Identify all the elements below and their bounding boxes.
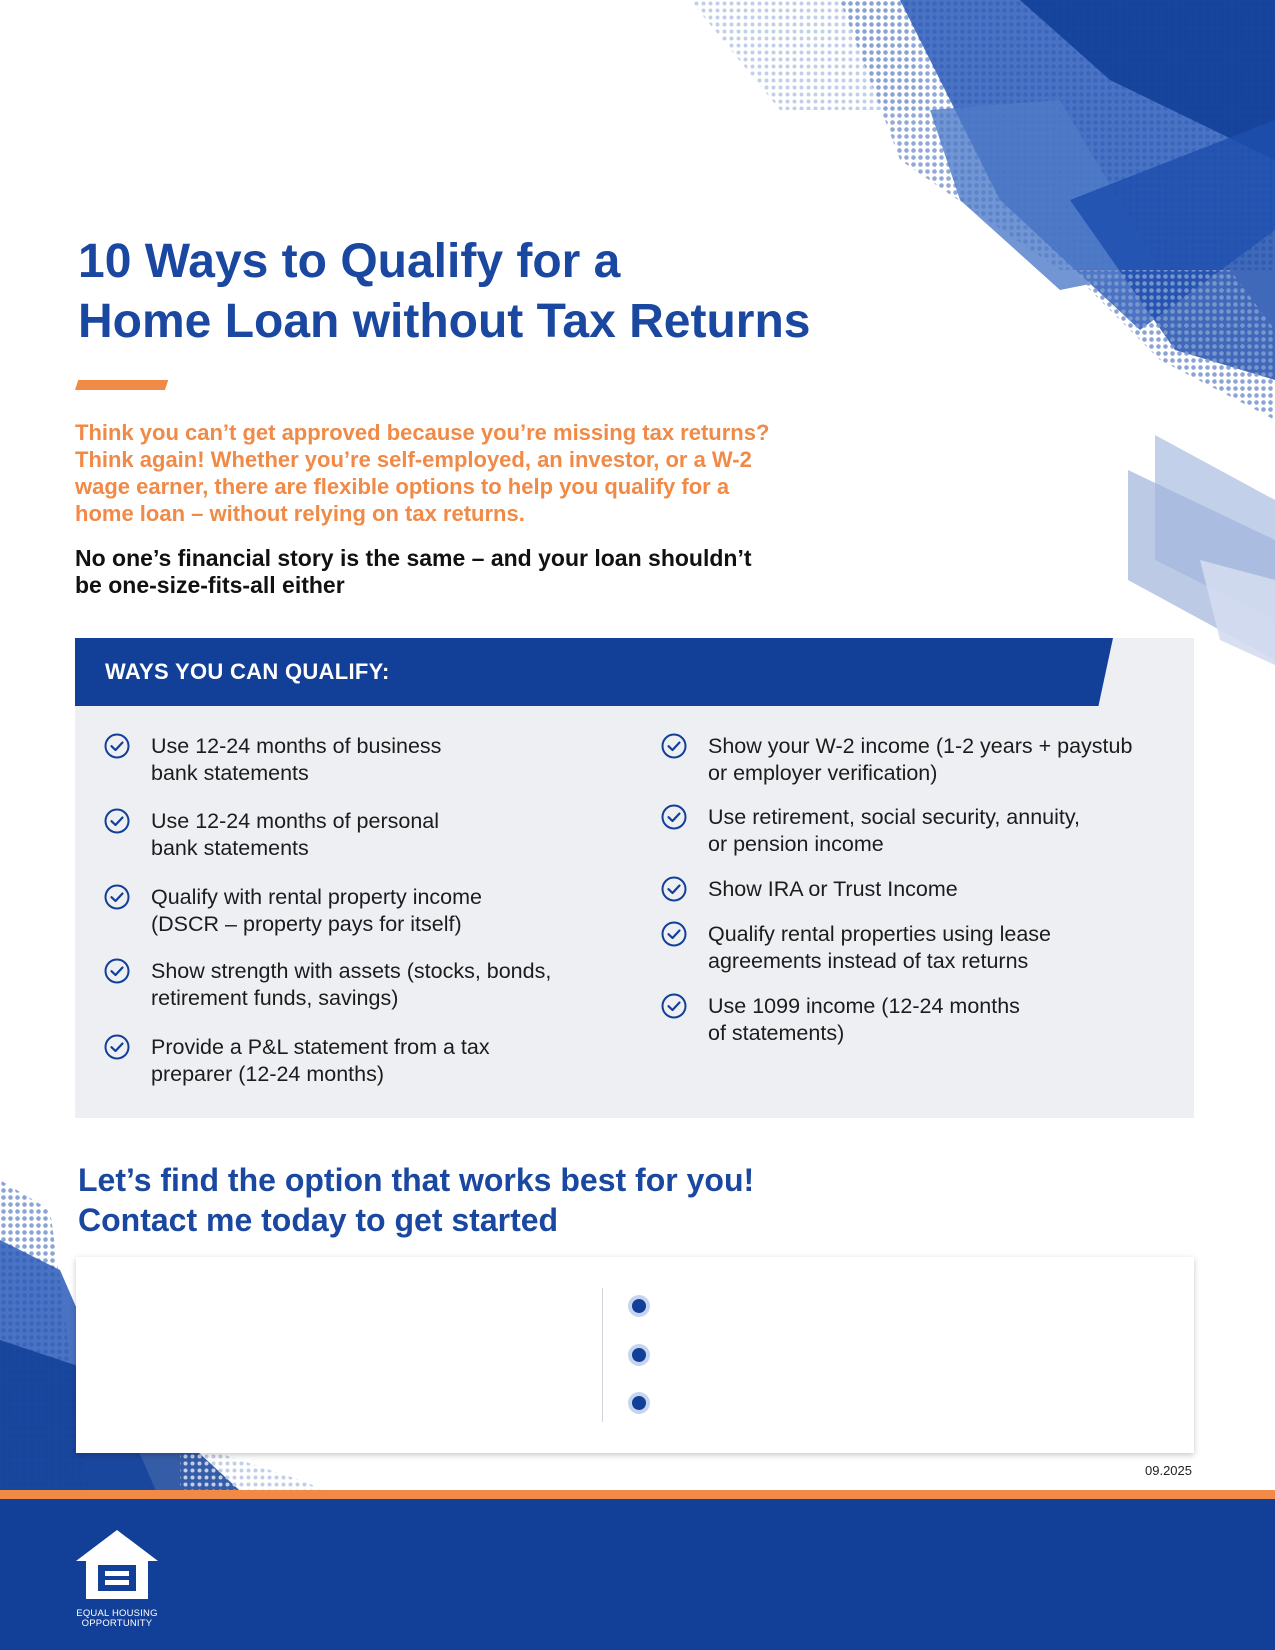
intro-line-3: wage earner, there are flexible options to help you qualify for a [75, 474, 730, 499]
check-circle-icon [104, 958, 130, 984]
qualify-item-line: of statements) [708, 1021, 845, 1045]
qualify-item-line: retirement funds, savings) [151, 986, 399, 1010]
lead-line-2: be one-size-fits-all either [75, 572, 345, 598]
qualify-item [661, 876, 1181, 903]
lead-line-1: No one’s financial story is the same – and your loan shouldn’t [75, 545, 752, 571]
lead-paragraph [75, 545, 855, 599]
qualify-item-line: Qualify with rental property income [151, 885, 483, 909]
cta-line-2: Contact me today to get started [78, 1202, 559, 1238]
qualify-item-line: Use 12-24 months of business [151, 734, 442, 758]
equal-housing-opportunity-logo [74, 1527, 160, 1629]
qualify-item-line: bank statements [151, 761, 309, 785]
intro-line-2: Think again! Whether you’re self-employed, an investor, or a W-2 [75, 447, 752, 472]
check-circle-icon [661, 876, 687, 902]
eho-line-1: EQUAL HOUSING [76, 1608, 158, 1619]
qualify-item-line: preparer (12-24 months) [151, 1062, 385, 1086]
check-circle-icon [104, 1034, 130, 1060]
intro-line-4: home loan – without relying on tax returns. [75, 501, 525, 526]
intro-line-1: Think you can’t get approved because you’re missing tax returns? [75, 420, 770, 445]
eho-line-2: OPPORTUNITY [81, 1618, 153, 1629]
qualify-item-line: bank statements [151, 836, 309, 860]
qualify-item [104, 958, 584, 1012]
title-line-1: 10 Ways to Qualify for a [78, 235, 621, 288]
title-line-2: Home Loan without Tax Returns [78, 295, 811, 348]
qualify-item-line: Qualify rental properties using lease [708, 922, 1051, 946]
qualify-item [661, 804, 1181, 858]
check-circle-icon [104, 808, 130, 834]
qualify-item-line: Show strength with assets (stocks, bonds, [151, 959, 552, 983]
qualify-heading: WAYS YOU CAN QUALIFY: [105, 659, 390, 684]
qualify-item [104, 1034, 584, 1088]
contact-bullet-icon [632, 1348, 646, 1362]
check-circle-icon [661, 804, 687, 830]
page-title [78, 232, 878, 352]
qualify-item-line: Show IRA or Trust Income [708, 877, 958, 901]
check-circle-icon [104, 884, 130, 910]
date-code: 09.2025 [1145, 1463, 1192, 1478]
cta-line-1: Let’s find the option that works best for you! [78, 1162, 755, 1198]
qualify-item-line: Use 1099 income (12-24 months [708, 994, 1020, 1018]
qualify-item [661, 921, 1181, 975]
qualify-item [104, 733, 584, 787]
qualify-item-line: Show your W-2 income (1-2 years + paystub [708, 734, 1133, 758]
contact-bullet-icon [632, 1396, 646, 1410]
qualify-item [104, 808, 584, 862]
check-circle-icon [661, 921, 687, 947]
qualify-item [661, 993, 1181, 1047]
footer-accent-stripe [0, 1490, 1275, 1499]
qualify-item [104, 884, 584, 938]
house-icon [74, 1527, 160, 1601]
contact-card-divider [602, 1288, 603, 1422]
intro-paragraph [75, 419, 875, 527]
accent-bar [75, 380, 168, 390]
check-circle-icon [661, 733, 687, 759]
footer [0, 1499, 1275, 1650]
qualify-item-line: (DSCR – property pays for itself) [151, 912, 462, 936]
contact-bullet-icon [632, 1299, 646, 1313]
check-circle-icon [104, 733, 130, 759]
qualify-item-line: Provide a P&L statement from a tax [151, 1035, 490, 1059]
check-circle-icon [661, 993, 687, 1019]
qualify-item-line: agreements instead of tax returns [708, 949, 1029, 973]
qualify-item-line: Use retirement, social security, annuity, [708, 805, 1081, 829]
qualify-item-line: or employer verification) [708, 761, 938, 785]
call-to-action [78, 1160, 878, 1240]
qualify-item-line: or pension income [708, 832, 884, 856]
qualify-item [661, 733, 1181, 787]
qualify-item-line: Use 12-24 months of personal [151, 809, 440, 833]
